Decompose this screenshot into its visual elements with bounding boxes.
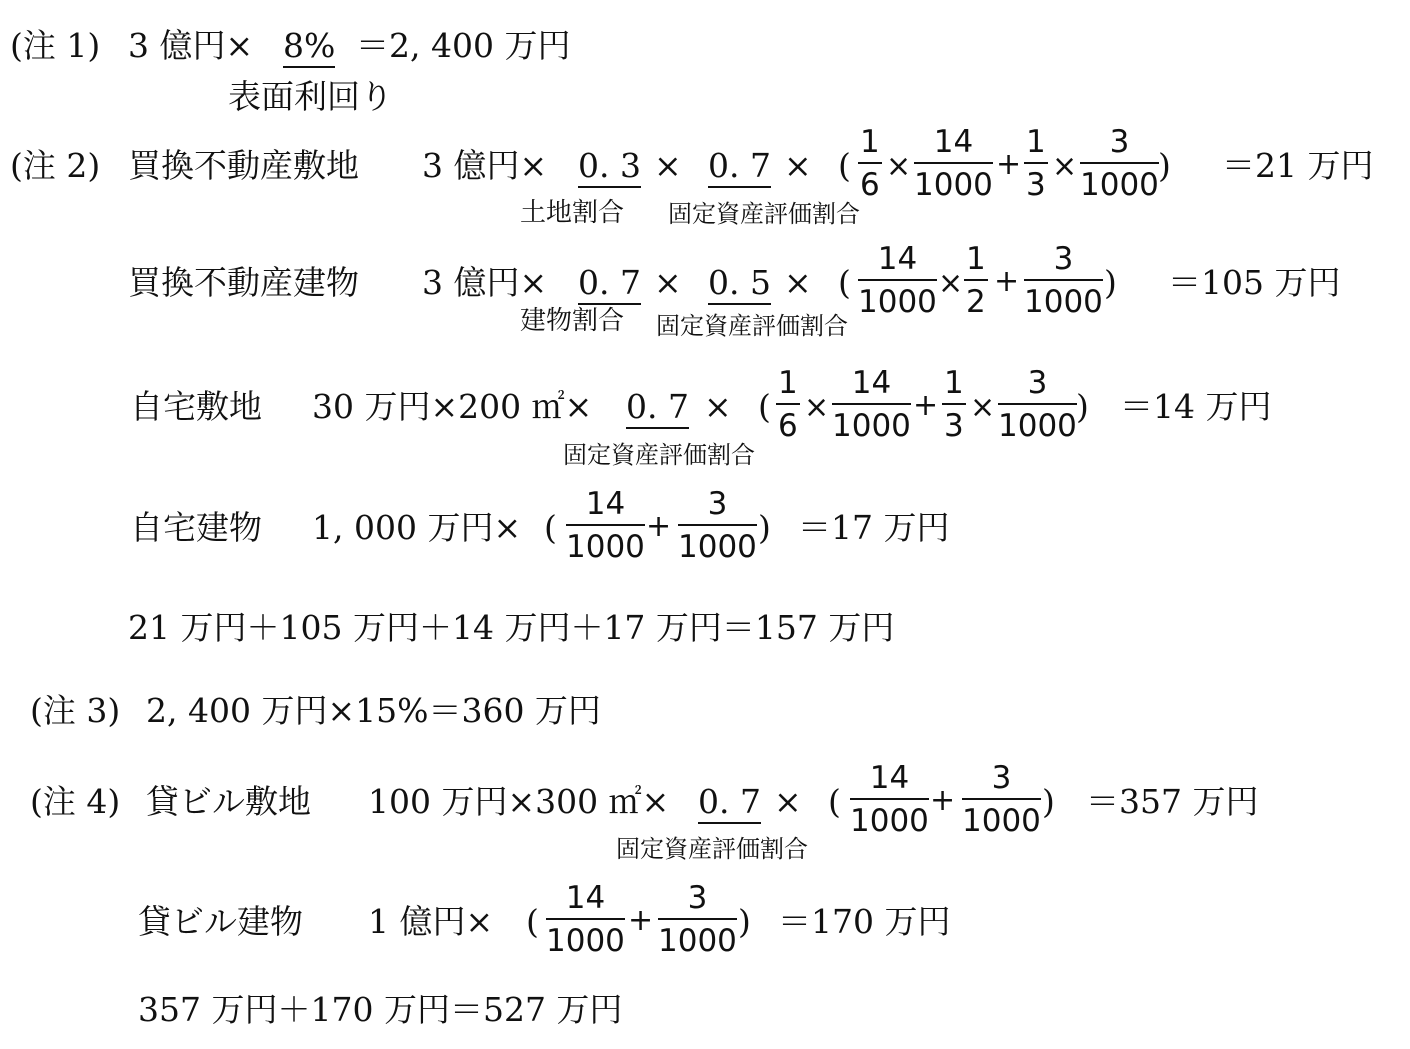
note2-row2-times1: × xyxy=(654,263,682,302)
note4-row2-fraction-b: 3 1000 xyxy=(658,880,737,959)
note2-row1-base: 3 億円× xyxy=(422,146,548,185)
note4-row1-eval-ratio-label: 固定資産評価割合 xyxy=(616,835,808,863)
note4-row2-name: 貸ビル建物 xyxy=(138,902,303,941)
note2-row1-close-paren: ) xyxy=(1158,146,1171,185)
note2-row3-result: ＝14 万円 xyxy=(1120,387,1272,426)
note2-row3-times1: × xyxy=(704,387,732,426)
note2-row1-name: 買換不動産敷地 xyxy=(128,146,359,185)
note2-row3-close-paren: ) xyxy=(1076,387,1089,426)
note2-row3-eval-ratio: 0. 7 xyxy=(626,390,689,429)
note2-label: (注 2) xyxy=(10,146,101,185)
note2-row2-result: ＝105 万円 xyxy=(1168,263,1341,302)
note2-row2-building-ratio: 0. 7 xyxy=(578,266,641,305)
note4-row1-base: 100 万円×300 ㎡× xyxy=(368,782,670,821)
note2-row1-fraction-a: 1 6 xyxy=(860,124,880,203)
note2-row2-fraction-c: 3 1000 xyxy=(1024,241,1103,320)
note1-rate: 8% xyxy=(283,29,335,68)
note2-row1-fraction-d: 3 1000 xyxy=(1080,124,1159,203)
note2-row4-base: 1, 000 万円× xyxy=(312,508,522,547)
note4-row2-base: 1 億円× xyxy=(368,902,494,941)
note2-row2-base: 3 億円× xyxy=(422,263,548,302)
note4-row1-fraction-b: 3 1000 xyxy=(962,760,1041,839)
note2-row1-mul-a: × xyxy=(886,149,912,184)
note4-row2-close-paren: ) xyxy=(738,902,751,941)
note2-row1-eval-ratio: 0. 7 xyxy=(708,149,771,188)
note2-row1-land-ratio-label: 土地割合 xyxy=(520,198,625,228)
note3-label: (注 3) xyxy=(30,691,121,730)
note2-row4-open-paren: ( xyxy=(544,508,557,547)
note2-row2-eval-ratio-label: 固定資産評価割合 xyxy=(656,312,848,340)
note2-row3-fraction-c: 1 3 xyxy=(944,365,964,444)
note2-row3-mul-a: × xyxy=(804,390,830,425)
note2-row2-plus: + xyxy=(994,264,1020,299)
note4-row1-plus: + xyxy=(930,783,956,818)
note2-row1-fraction-c: 1 3 xyxy=(1026,124,1046,203)
note2-sum: 21 万円＋105 万円＋14 万円＋17 万円＝157 万円 xyxy=(128,608,895,647)
note2-row2-fraction-b: 1 2 xyxy=(966,241,986,320)
note4-row2-open-paren: ( xyxy=(526,902,539,941)
note4-row2-fraction-a: 14 1000 xyxy=(546,880,625,959)
note4-row1-eval-ratio: 0. 7 xyxy=(698,785,761,824)
note2-row2-eval-ratio: 0. 5 xyxy=(708,266,771,305)
note2-row1-times1: × xyxy=(654,146,682,185)
note2-row4-name: 自宅建物 xyxy=(130,508,262,547)
note4-row1-times1: × xyxy=(774,782,802,821)
note2-row4-close-paren: ) xyxy=(758,508,771,547)
note4-row2-result: ＝170 万円 xyxy=(778,902,951,941)
note2-row1-mul-c: × xyxy=(1052,149,1078,184)
note2-row3-fraction-a: 1 6 xyxy=(778,365,798,444)
note2-row1-plus: + xyxy=(996,147,1022,182)
note2-row2-fraction-a: 14 1000 xyxy=(858,241,937,320)
note2-row3-mul-c: × xyxy=(970,390,996,425)
note2-row3-eval-ratio-label: 固定資産評価割合 xyxy=(563,441,755,469)
note2-row2-mul-a: × xyxy=(938,266,964,301)
note1-rate-label: 表面利回り xyxy=(228,77,393,116)
note1-expr-base: 3 億円× xyxy=(128,26,254,65)
note2-row2-open-paren: ( xyxy=(838,263,851,302)
note2-row4-result: ＝17 万円 xyxy=(798,508,950,547)
note4-row1-open-paren: ( xyxy=(828,782,841,821)
note2-row1-result: ＝21 万円 xyxy=(1222,146,1374,185)
note2-row4-fraction-b: 3 1000 xyxy=(678,486,757,565)
note2-row4-plus: + xyxy=(646,509,672,544)
note2-row2-times2: × xyxy=(784,263,812,302)
note2-row3-base: 30 万円×200 ㎡× xyxy=(312,387,593,426)
note2-row3-open-paren: ( xyxy=(758,387,771,426)
note4-sum: 357 万円＋170 万円＝527 万円 xyxy=(138,990,623,1029)
note2-row1-land-ratio: 0. 3 xyxy=(578,149,641,188)
note2-row3-name: 自宅敷地 xyxy=(130,387,262,426)
note3-expr: 2, 400 万円×15%＝360 万円 xyxy=(146,691,601,730)
note2-row2-close-paren: ) xyxy=(1104,263,1117,302)
note2-row3-fraction-b: 14 1000 xyxy=(832,365,911,444)
note4-row2-plus: + xyxy=(628,903,654,938)
note2-row1-open-paren: ( xyxy=(838,146,851,185)
note1-result: ＝2, 400 万円 xyxy=(356,26,571,65)
note4-row1-fraction-a: 14 1000 xyxy=(850,760,929,839)
note2-row3-fraction-d: 3 1000 xyxy=(998,365,1077,444)
note2-row1-times2: × xyxy=(784,146,812,185)
note4-row1-close-paren: ) xyxy=(1042,782,1055,821)
note2-row2-name: 買換不動産建物 xyxy=(128,263,359,302)
note2-row3-plus: + xyxy=(913,388,939,423)
note2-row4-fraction-a: 14 1000 xyxy=(566,486,645,565)
note1-label: (注 1) xyxy=(10,26,101,65)
note2-row1-eval-ratio-label: 固定資産評価割合 xyxy=(668,200,860,228)
note4-label: (注 4) xyxy=(30,782,121,821)
note4-row1-name: 貸ビル敷地 xyxy=(146,782,311,821)
note2-row2-building-ratio-label: 建物割合 xyxy=(520,306,625,336)
note4-row1-result: ＝357 万円 xyxy=(1086,782,1259,821)
note2-row1-fraction-b: 14 1000 xyxy=(914,124,993,203)
